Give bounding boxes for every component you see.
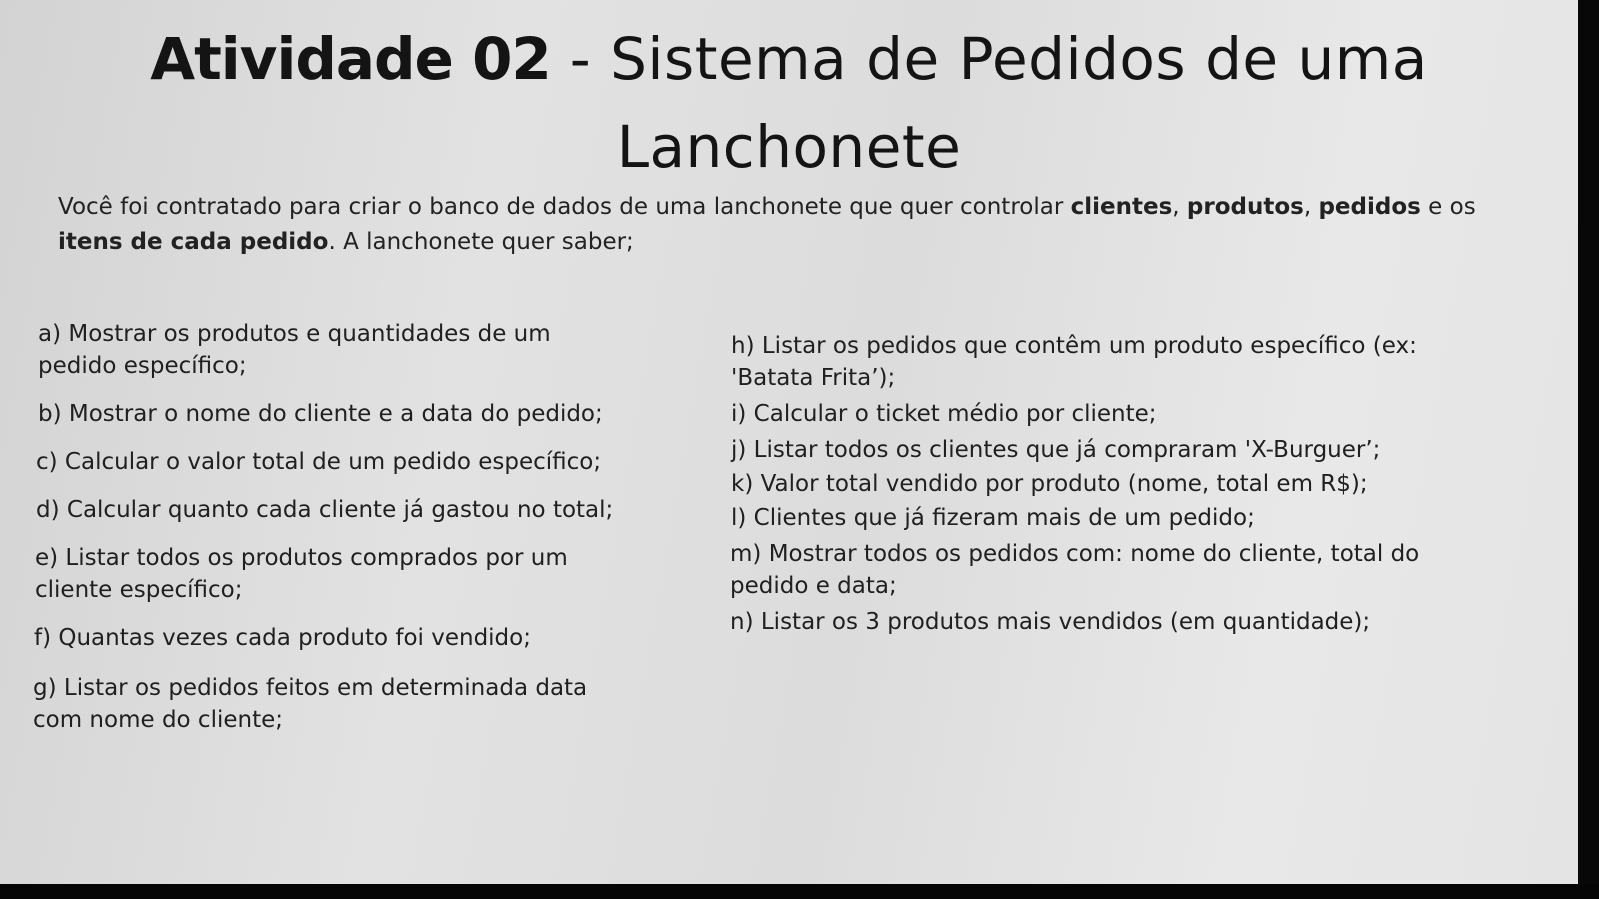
task-item-h: [731, 330, 1417, 394]
task-line: n) Listar os 3 produtos mais vendidos (em quantidade);: [730, 609, 1371, 635]
task-line: g) Listar os pedidos feitos em determinada data: [33, 675, 588, 701]
task-line: e) Listar todos os produtos comprados por um: [35, 545, 568, 571]
title-text: - Sistema de Pedidos de uma: [550, 25, 1428, 93]
intro-paragraph: [58, 190, 1478, 260]
task-item-c: [36, 446, 601, 478]
task-line: b) Mostrar o nome do cliente e a data do pedido;: [38, 401, 603, 427]
task-line: f) Quantas vezes cada produto foi vendido;: [34, 625, 531, 651]
task-item-f: [34, 622, 531, 654]
intro-bold-pedidos: pedidos: [1318, 194, 1421, 220]
intro-bold-clientes: clientes: [1070, 194, 1173, 220]
task-line: pedido específico;: [38, 353, 247, 379]
intro-bold-produtos: produtos: [1186, 194, 1304, 220]
task-line: cliente específico;: [35, 577, 243, 603]
task-item-d: [36, 494, 613, 526]
intro-text: ,: [1172, 194, 1187, 220]
task-item-m: [730, 538, 1419, 602]
task-line: d) Calcular quanto cada cliente já gastou no total;: [36, 497, 614, 523]
monitor-bezel-right: [1578, 0, 1599, 899]
task-line: h) Listar os pedidos que contêm um produto específico (ex:: [731, 333, 1417, 359]
slide-title-line2: Lanchonete: [616, 113, 962, 181]
task-item-k: [731, 468, 1368, 500]
intro-bold-itens: itens de cada pedido: [58, 229, 329, 255]
monitor-bezel-bottom: [0, 884, 1599, 899]
task-line: i) Calcular o ticket médio por cliente;: [731, 401, 1157, 427]
task-item-i: [731, 398, 1157, 430]
intro-text: Você foi contratado para criar o banco de dados de uma lanchonete que quer controlar: [58, 194, 1071, 220]
intro-text: ,: [1303, 194, 1319, 220]
task-line: l) Clientes que já fizeram mais de um pedido;: [731, 505, 1255, 531]
task-line: com nome do cliente;: [33, 707, 284, 733]
slide-title: [0, 20, 1578, 98]
intro-text: e os: [1420, 194, 1476, 220]
task-line: m) Mostrar todos os pedidos com: nome do cliente, total do: [730, 541, 1420, 567]
task-line: 'Batata Frita’);: [731, 365, 896, 391]
task-line: a) Mostrar os produtos e quantidades de um: [38, 321, 551, 347]
task-item-n: [730, 606, 1370, 638]
task-item-j: [731, 434, 1380, 466]
task-item-g: [33, 672, 587, 736]
task-line: c) Calcular o valor total de um pedido específico;: [36, 449, 602, 475]
intro-text: . A lanchonete quer saber;: [328, 229, 634, 255]
task-item-e: [35, 542, 568, 606]
task-line: k) Valor total vendido por produto (nome, total em R$);: [731, 471, 1368, 497]
task-item-b: [38, 398, 603, 430]
task-line: j) Listar todos os clientes que já compraram 'X-Burguer’;: [731, 437, 1381, 463]
task-item-l: [731, 502, 1255, 534]
title-activity-number: Atividade 02: [150, 25, 551, 93]
task-line: pedido e data;: [730, 573, 897, 599]
task-item-a: [38, 318, 551, 382]
